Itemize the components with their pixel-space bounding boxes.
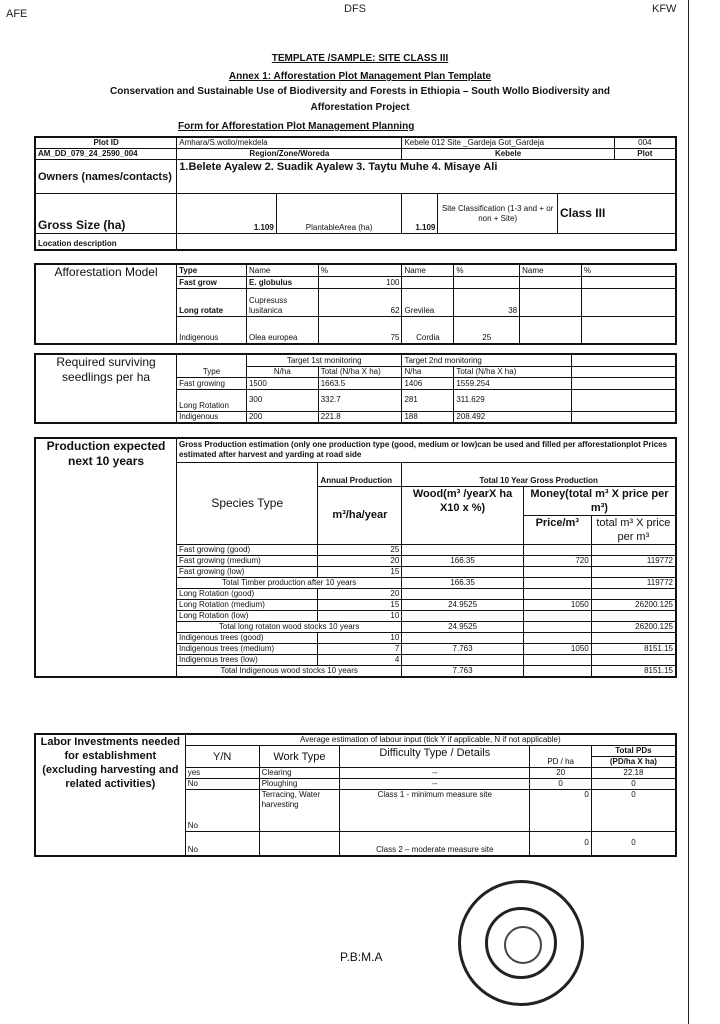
cell: 26200.125 <box>591 621 676 632</box>
col-pct2: % <box>454 264 520 276</box>
cell <box>571 411 676 423</box>
owners-value: 1.Belete Ayalew 2. Suadik Ayalew 3. Taytu Muhe 4. Misaye Ali <box>177 160 676 194</box>
cell: Terracing, Water harvesting <box>259 790 339 832</box>
price-header: Price/m³ <box>523 515 591 544</box>
cell: 24.9525 <box>402 599 524 610</box>
wood-header: Wood(m³ /yearX ha X10 x %) <box>402 486 524 544</box>
total-pds-header: Total PDs <box>591 746 676 757</box>
cell: 1050 <box>523 599 591 610</box>
cell: 200 <box>246 411 318 423</box>
cell: -- <box>340 779 530 790</box>
plot-info-table <box>34 136 677 251</box>
cell: yes <box>185 768 259 779</box>
header-left: AFE <box>6 8 28 20</box>
cell: Grevilea <box>402 288 454 316</box>
cell: 22.18 <box>591 768 676 779</box>
cell <box>591 654 676 665</box>
cell: 166.35 <box>402 555 524 566</box>
cell: 7 <box>318 643 402 654</box>
cell <box>402 276 454 288</box>
cell <box>571 389 676 411</box>
cell: 25 <box>454 316 520 344</box>
cell: 1559.254 <box>454 377 572 389</box>
target1-header: Target 1st monitoring <box>246 354 402 366</box>
cell <box>523 610 591 621</box>
cell: 20 <box>318 555 402 566</box>
cell <box>523 621 591 632</box>
cell: No <box>185 790 259 832</box>
cell <box>591 566 676 577</box>
cell <box>581 288 676 316</box>
cell <box>523 654 591 665</box>
cell <box>591 610 676 621</box>
cell: Type <box>177 366 247 377</box>
cell <box>571 366 676 377</box>
cell <box>523 632 591 643</box>
pd-ha-header: PD / ha <box>530 746 591 768</box>
target2-header: Target 2nd monitoring <box>402 354 571 366</box>
plot-label: Plot <box>614 149 676 160</box>
cell: 1663.5 <box>318 377 402 389</box>
cell <box>402 610 524 621</box>
cell: Class 1 - minimum measure site <box>340 790 530 832</box>
cell <box>520 288 582 316</box>
cell: 0 <box>591 779 676 790</box>
cell <box>520 316 582 344</box>
cell <box>402 588 524 599</box>
cell: 7.763 <box>402 665 524 677</box>
cell <box>520 276 582 288</box>
stamp-inner-ring <box>485 907 557 979</box>
kebele-label: Kebele <box>402 149 614 160</box>
cell: 0 <box>530 779 591 790</box>
cell: 20 <box>318 588 402 599</box>
labor-label: Labor Investments needed for establishment (excluding harvesting and related activities) <box>35 734 185 856</box>
cell: Clearing <box>259 768 339 779</box>
plantable-label: PlantableArea (ha) <box>276 194 402 234</box>
cell: Class 2 – moderate measure site <box>340 832 530 856</box>
cell <box>259 832 339 856</box>
cell: 25 <box>318 544 402 555</box>
cell <box>523 544 591 555</box>
col-name2: Name <box>402 264 454 276</box>
cell: 0 <box>591 832 676 856</box>
cell: Long Rotation (medium) <box>177 599 318 610</box>
seedlings-label: Required surviving seedlings per ha <box>35 354 177 423</box>
labor-table <box>34 733 677 857</box>
stamp-emblem-icon <box>504 926 542 964</box>
cell: 10 <box>318 632 402 643</box>
cell: 26200.125 <box>591 599 676 610</box>
cell: 4 <box>318 654 402 665</box>
gross-size-label: Gross Size (ha) <box>35 194 177 234</box>
plot-id-label: Plot ID <box>35 137 177 149</box>
cell <box>571 354 676 366</box>
project-title-line2: Afforestation Project <box>310 102 410 113</box>
cell <box>523 577 591 588</box>
project-title-line1: Conservation and Sustainable Use of Biodiversity and Forests in Ethiopia – South Wollo Biodiversity and <box>110 86 610 97</box>
cell <box>402 654 524 665</box>
production-table <box>34 437 677 678</box>
cell <box>571 377 676 389</box>
cell: N/ha <box>402 366 454 377</box>
cell: Fast growing <box>177 377 247 389</box>
cell: 75 <box>318 316 402 344</box>
labor-title: Average estimation of labour input (tick Y if applicable, N if not applicable) <box>185 734 676 746</box>
cell: Long Rotation (low) <box>177 610 318 621</box>
cell: 0 <box>530 790 591 832</box>
annual-header: Annual Production <box>318 462 402 486</box>
cell: 8151.15 <box>591 643 676 654</box>
cell <box>591 544 676 555</box>
kebele-value: Kebele 012 Site _Gardeja Got_Gardeja <box>402 137 614 149</box>
form-title: Form for Afforestation Plot Management Planning <box>178 121 415 132</box>
header-right: KFW <box>652 3 677 15</box>
region-label: Region/Zone/Woreda <box>177 149 402 160</box>
location-label: Location description <box>35 234 177 250</box>
cell: 0 <box>530 832 591 856</box>
col-type: Type <box>177 264 247 276</box>
site-class-label: Site Classification (1-3 and + or non + Site) <box>438 194 558 234</box>
cell: 166.35 <box>402 577 524 588</box>
cell: 1050 <box>523 643 591 654</box>
cell: 1500 <box>246 377 318 389</box>
total-pds-sub: (PD/ha X ha) <box>591 757 676 768</box>
cell <box>402 566 524 577</box>
plantable-value: 1.109 <box>402 194 438 234</box>
cell: 38 <box>454 288 520 316</box>
cell: Indigenous trees (low) <box>177 654 318 665</box>
cell: E. globulus <box>246 276 318 288</box>
cell: 15 <box>318 599 402 610</box>
seedlings-table <box>34 353 677 424</box>
cell: N/ha <box>246 366 318 377</box>
cell: Total Indigenous wood stocks 10 years <box>177 665 402 677</box>
col-name1: Name <box>246 264 318 276</box>
annex-title: Annex 1: Afforestation Plot Management Plan Template <box>228 71 492 82</box>
cell: 15 <box>318 566 402 577</box>
cell: 100 <box>318 276 402 288</box>
location-value <box>177 234 676 250</box>
cell: Cupresuss lusitanica <box>246 288 318 316</box>
col-pct3: % <box>581 264 676 276</box>
cell: Ploughing <box>259 779 339 790</box>
model-label: Afforestation Model <box>35 264 177 344</box>
unit-header: m³/ha/year <box>318 486 402 544</box>
col-name3: Name <box>520 264 582 276</box>
cell: 20 <box>530 768 591 779</box>
gross-size-value: 1.109 <box>177 194 277 234</box>
cell <box>177 354 247 366</box>
cell: Indigenous trees (good) <box>177 632 318 643</box>
difficulty-header: Difficulty Type / Details <box>340 746 530 768</box>
cell: Olea europea <box>246 316 318 344</box>
production-note: Gross Production estimation (only one production type (good, medium or low)can be used and filled per afforestationplot Prices estimated after harvest and yarding at road side <box>177 438 676 462</box>
work-type-header: Work Type <box>259 746 339 768</box>
cell: Total long rotaton wood stocks 10 years <box>177 621 402 632</box>
cell: 62 <box>318 288 402 316</box>
cell: 1406 <box>402 377 454 389</box>
template-title: TEMPLATE /SAMPLE: SITE CLASS III <box>271 53 449 64</box>
signature-text: P.B:M.A <box>340 950 383 964</box>
cell: 311.629 <box>454 389 572 411</box>
cell: No <box>185 779 259 790</box>
cell: Total (N/ha X ha) <box>454 366 572 377</box>
cell <box>591 588 676 599</box>
cell: -- <box>340 768 530 779</box>
cell: 281 <box>402 389 454 411</box>
cell <box>581 316 676 344</box>
cell: Fast growing (medium) <box>177 555 318 566</box>
cell: Long Rotation <box>177 389 247 411</box>
cell: 208.492 <box>454 411 572 423</box>
cell <box>591 632 676 643</box>
cell <box>523 665 591 677</box>
header-center: DFS <box>344 3 366 15</box>
cell: Cordia <box>402 316 454 344</box>
afforestation-model-table <box>34 263 677 345</box>
cell: 10 <box>318 610 402 621</box>
production-label: Production expected next 10 years <box>35 438 177 677</box>
yn-header: Y/N <box>185 746 259 768</box>
cell <box>581 276 676 288</box>
cell: 7.763 <box>402 643 524 654</box>
cell: Fast growing (good) <box>177 544 318 555</box>
cell: 221.8 <box>318 411 402 423</box>
cell <box>454 276 520 288</box>
cell: 300 <box>246 389 318 411</box>
cell <box>402 632 524 643</box>
cell <box>523 566 591 577</box>
owners-label: Owners (names/contacts) <box>35 160 177 194</box>
site-class-value: Class III <box>557 194 676 234</box>
species-type-header: Species Type <box>177 462 318 544</box>
cell: 720 <box>523 555 591 566</box>
cell: 119772 <box>591 555 676 566</box>
region-value: Amhara/S.wollo/mekdela <box>177 137 402 149</box>
cell <box>402 544 524 555</box>
cell: 119772 <box>591 577 676 588</box>
cell: Long Rotation (good) <box>177 588 318 599</box>
cell: Long rotate <box>177 288 247 316</box>
cell: 0 <box>591 790 676 832</box>
cell: 188 <box>402 411 454 423</box>
cell: Fast growing (low) <box>177 566 318 577</box>
cell: Total Timber production after 10 years <box>177 577 402 588</box>
money-header: Money(total m³ X price per m³) <box>523 486 676 515</box>
plot-value: 004 <box>614 137 676 149</box>
cell: Indigenous trees (medium) <box>177 643 318 654</box>
cell: Indigenous <box>177 316 247 344</box>
col-pct1: % <box>318 264 402 276</box>
cell: No <box>185 832 259 856</box>
cell: 24.9525 <box>402 621 524 632</box>
cell: Total (N/ha X ha) <box>318 366 402 377</box>
total10-header: Total 10 Year Gross Production <box>402 462 676 486</box>
total-price-header: total m³ X price per m³ <box>591 515 676 544</box>
cell: 8151.15 <box>591 665 676 677</box>
cell <box>523 588 591 599</box>
plot-id-value: AM_DD_079_24_2590_004 <box>35 149 177 160</box>
cell: Indigenous <box>177 411 247 423</box>
cell: 332.7 <box>318 389 402 411</box>
cell: Fast grow <box>177 276 247 288</box>
official-stamp-icon <box>458 880 584 1006</box>
page-edge-line <box>688 0 689 1024</box>
